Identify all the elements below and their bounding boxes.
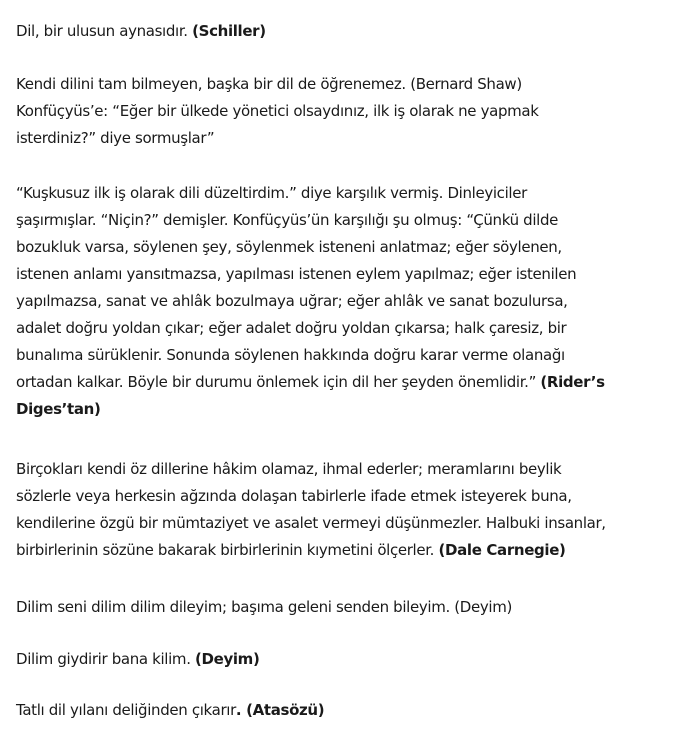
text-line: bunalıma sürüklenir. Sonunda söylenen hakkında doğru karar verme olanağı xyxy=(16,346,565,364)
quote-text: birbirlerinin sözüne bakarak birbirlerinin kıymetini ölçerler. xyxy=(16,541,439,559)
text-line: kendilerine özgü bir mümtaziyet ve asalet vermeyi düşünmezler. Halbuki insanlar, xyxy=(16,514,606,532)
text-line: Konfüçyüs’e: “Eğer bir ülkede yönetici olsaydınız, ilk iş olarak ne yapmak xyxy=(16,102,539,120)
text-line: Kendi dilini tam bilmeyen, başka bir dil de öğrenemez. (Bernard Shaw) xyxy=(16,75,522,93)
quote-dale-carnegie xyxy=(16,456,688,564)
text-line: istenen anlamı yansıtmazsa, yapılması istenen eylem yapılmaz; eğer istenilen xyxy=(16,265,577,283)
text-line: şaşırmışlar. “Niçin?” demişler. Konfüçyüs’ün karşılığı şu olmuş: “Çünkü dilde xyxy=(16,211,559,229)
text-line: sözlerle veya herkesin ağzında dolaşan tabirlerle ifade etmek isteyerek buna, xyxy=(16,487,572,505)
text-line xyxy=(16,396,688,423)
quote-deyim-1 xyxy=(16,594,688,621)
quote-text: Tatlı dil yılanı deliğinden çıkarır xyxy=(16,701,236,719)
text-line: “Kuşkusuz ilk iş olarak dili düzeltirdim.” diye karşılık vermiş. Dinleyiciler xyxy=(16,184,527,202)
quote-text: Dilim giydirir bana kilim. xyxy=(16,650,196,668)
text-line: bozukluk varsa, söylenen şey, söylenmek isteneni anlatmaz; eğer söylenen, xyxy=(16,238,562,256)
text-line: adalet doğru yoldan çıkar; eğer adalet doğru yoldan çıkarsa; halk çaresiz, bir xyxy=(16,319,567,337)
text-line: Dilim seni dilim dilim dileyim; başıma geleni senden bileyim. (Deyim) xyxy=(16,598,512,616)
quote-text: Dil, bir ulusun aynasıdır. xyxy=(16,22,193,40)
quote-attribution: (Schiller) xyxy=(192,22,266,40)
text-line xyxy=(16,18,688,45)
quote-schiller xyxy=(16,18,688,45)
quote-attribution: (Rider’s xyxy=(540,373,605,391)
quote-konfucyus-answer xyxy=(16,180,688,423)
text-line xyxy=(16,369,688,396)
quote-bernard-shaw-konfucyus xyxy=(16,71,688,152)
text-line xyxy=(16,697,688,724)
text-line: Birçokları kendi öz dillerine hâkim olamaz, ihmal ederler; meramlarını beylik xyxy=(16,460,562,478)
quote-attribution: . (Atasözü) xyxy=(235,701,325,719)
text-line xyxy=(16,537,688,564)
quote-attribution: (Deyim) xyxy=(195,650,260,668)
text-line: yapılmazsa, sanat ve ahlâk bozulmaya uğrar; eğer ahlâk ve sanat bozulursa, xyxy=(16,292,568,310)
quote-atasozu xyxy=(16,697,688,724)
quote-attribution: (Dale Carnegie) xyxy=(438,541,566,559)
quote-deyim-2 xyxy=(16,646,688,673)
quote-attribution: Diges’tan) xyxy=(16,400,101,418)
quote-text: ortadan kalkar. Böyle bir durumu önlemek için dil her şeyden önemlidir.” xyxy=(16,373,541,391)
text-line: isterdiniz?” diye sormuşlar” xyxy=(16,129,215,147)
text-line xyxy=(16,646,688,673)
